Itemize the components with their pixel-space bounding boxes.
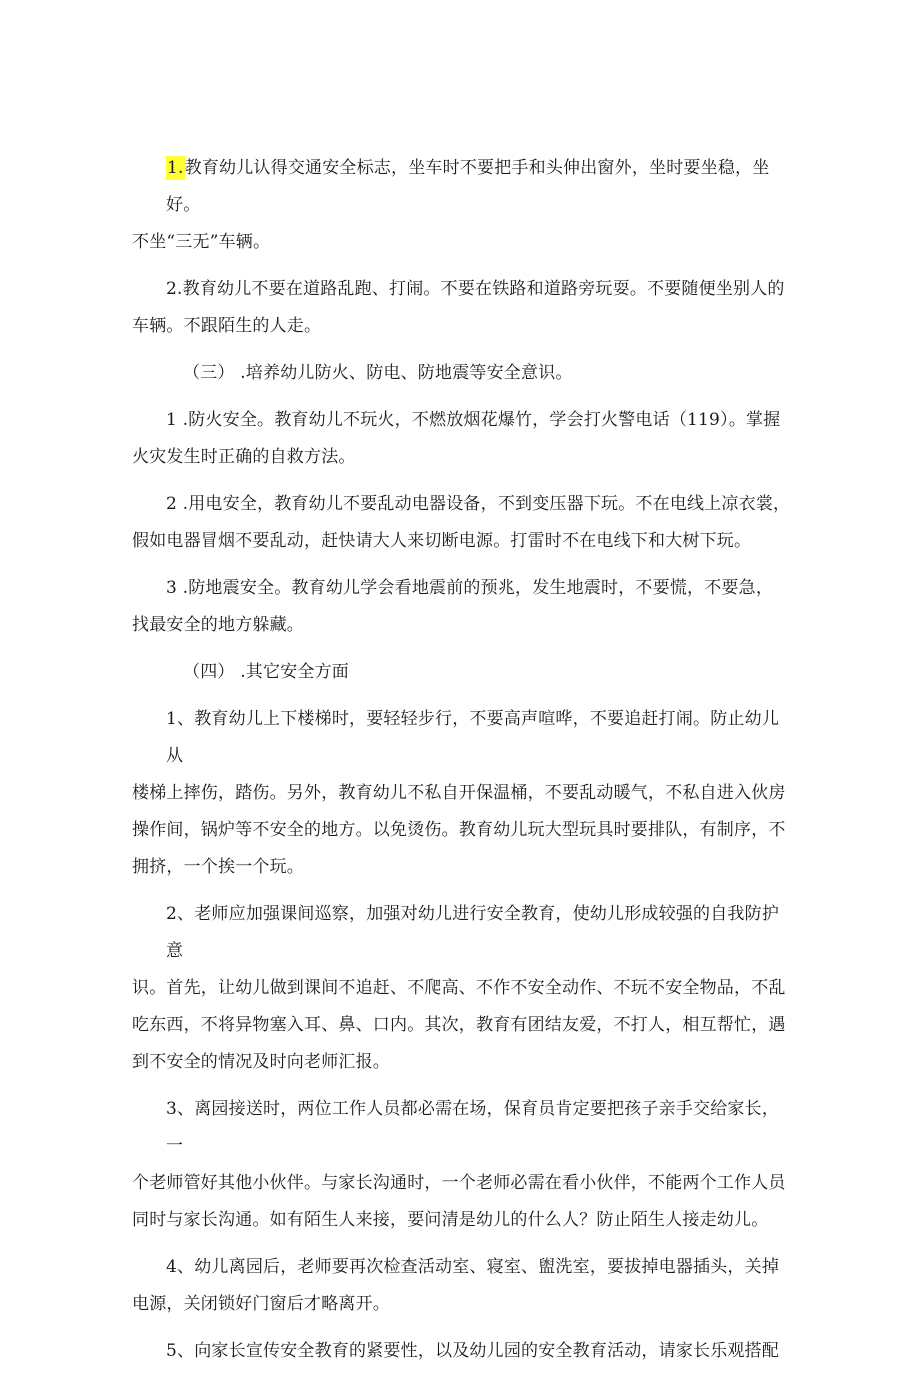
paragraph-continuation: 车辆。不跟陌生的人走。	[132, 316, 322, 336]
paragraph-text: 教育幼儿认得交通安全标志，坐车时不要把手和头伸出窗外，坐时要坐稳，坐好。	[166, 158, 770, 215]
paragraph-pickup-safety	[132, 1091, 796, 1239]
paragraph-first-line: 3 .防地震安全。教育幼儿学会看地震前的预兆，发生地震时，不要慌，不要急，	[166, 578, 774, 598]
paragraph-first-line: 2、老师应加强课间巡察，加强对幼儿进行安全教育，使幼儿形成较强的自我防护意	[166, 904, 780, 961]
section-heading-text: （四） .其它安全方面	[183, 662, 350, 682]
paragraph-continuation: 电源，关闭锁好门窗后才略离开。	[132, 1294, 390, 1314]
paragraph-first-line: 5、向家长宣传安全教育的紧要性，以及幼儿园的安全教育活动，请家长乐观搭配	[166, 1341, 780, 1361]
paragraph-continuation: 假如电器冒烟不要乱动，赶快请大人来切断电源。打雷时不在电线下和大树下玩。	[132, 531, 752, 551]
paragraph-parent-outreach	[166, 1333, 796, 1370]
highlighted-list-marker: 1.	[167, 158, 184, 178]
paragraph-continuation: 楼梯上摔伤，踏伤。另外，教育幼儿不私自开保温桶，不要乱动暖气，不私自进入伙房 操作间，锅炉等不安全的地方。以免烫伤。教育幼儿玩大型玩具时要排队，有制序，不 拥挤，一个挨一个玩。	[132, 783, 786, 877]
paragraph-first-line: 1、教育幼儿上下楼梯时，要轻轻步行，不要高声喧哗，不要追赶打闹。防止幼儿从	[166, 709, 780, 766]
paragraph-fire-safety	[132, 402, 796, 476]
paragraph-first-line: 1 .防火安全。教育幼儿不玩火，不燃放烟花爆竹，学会打火警电话（119）。掌握	[166, 410, 781, 430]
paragraph-earthquake-safety	[132, 570, 796, 644]
paragraph-continuation: 个老师管好其他小伙伴。与家长沟通时，一个老师必需在看小伙伴，不能两个工作人员 同时与家长沟通。如有陌生人来接，要问清是幼儿的什么人？防止陌生人接走幼儿。	[132, 1173, 786, 1230]
document-body	[132, 150, 796, 1380]
paragraph-continuation: 不坐“三无”车辆。	[132, 232, 271, 252]
paragraph-continuation: 识。首先，让幼儿做到课间不追赶、不爬高、不作不安全动作、不玩不安全物品，不乱 吃东西，不将异物塞入耳、鼻、口内。其次，教育有团结友爱，不打人，相互帮忙，遇 到不安全的情况及时向老师汇报。	[132, 978, 786, 1072]
paragraph-electric-safety	[132, 486, 796, 560]
paragraph-first-line	[166, 150, 796, 224]
paragraph-road-safety	[132, 271, 796, 345]
section-heading-three	[166, 355, 796, 392]
paragraph-continuation: 找最安全的地方躲藏。	[132, 615, 304, 635]
paragraph-traffic-signs	[132, 150, 796, 261]
paragraph-first-line: 2 .用电安全，教育幼儿不要乱动电器设备，不到变压器下玩。不在电线上凉衣裳，	[166, 494, 791, 514]
paragraph-stairs-safety	[132, 701, 796, 886]
paragraph-continuation: 火灾发生时正确的自救方法。	[132, 447, 356, 467]
paragraph-closing-check	[132, 1249, 796, 1323]
section-heading-four	[166, 654, 796, 691]
paragraph-first-line: 3、离园接送时，两位工作人员都必需在场，保育员肯定要把孩子亲手交给家长，一	[166, 1099, 780, 1156]
paragraph-first-line: 2.教育幼儿不要在道路乱跑、打闹。不要在铁路和道路旁玩耍。不要随便坐别人的	[166, 279, 785, 299]
paragraph-first-line: 4、幼儿离园后，老师要再次检查活动室、寝室、盥洗室，要拔掉电器插头，关掉	[166, 1257, 780, 1277]
section-heading-text: （三） .培养幼儿防火、防电、防地震等安全意识。	[183, 363, 573, 383]
paragraph-teacher-patrol	[132, 896, 796, 1081]
